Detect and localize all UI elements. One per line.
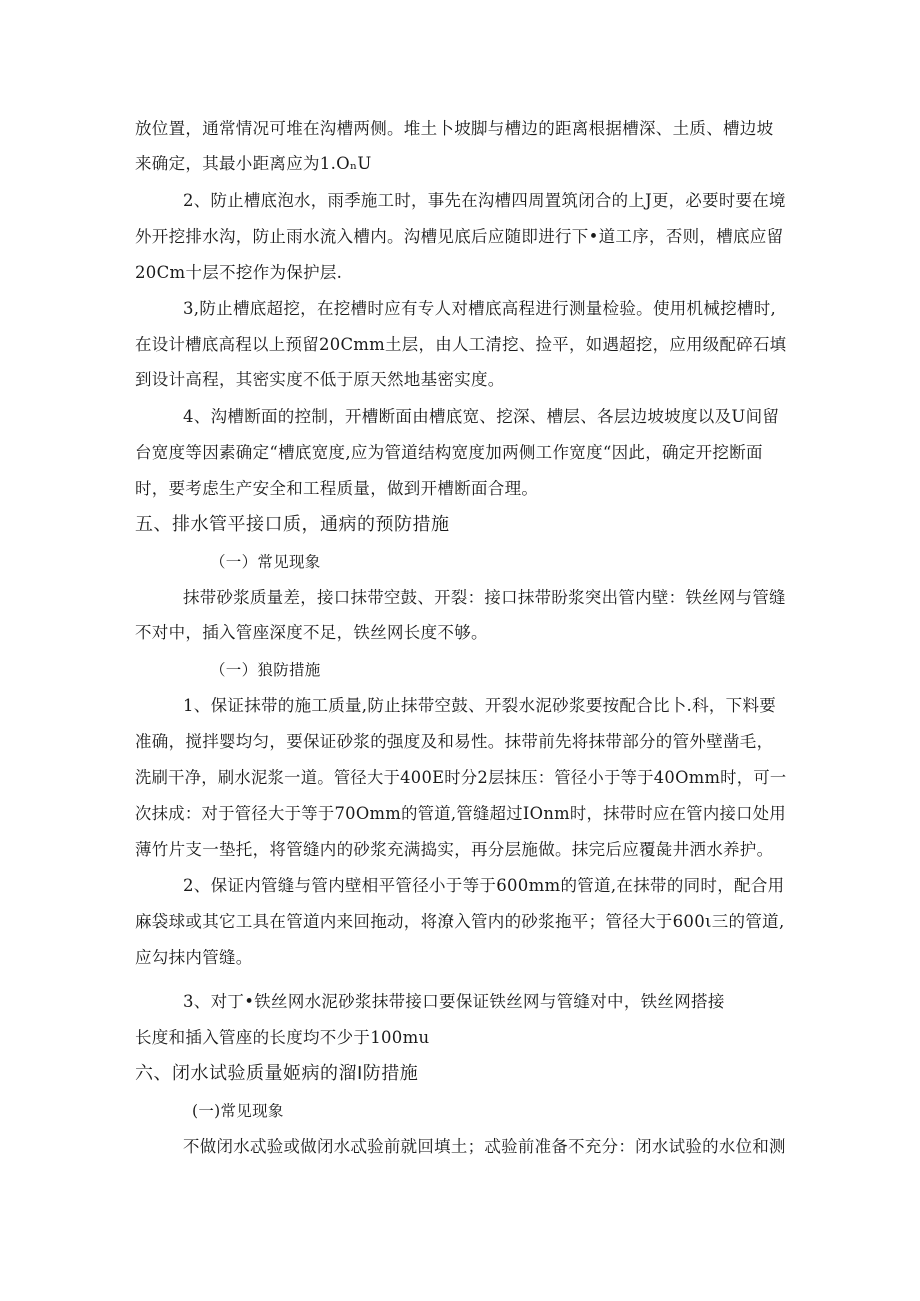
- section-heading: 六、闭水试验质量姬病的溜I防措施: [135, 1063, 419, 1084]
- text-line: 不对中，插入管座深度不足，铁丝网长度不够。: [135, 623, 488, 642]
- text-line: 准确，搅拌婴均匀，要保证砂浆的强度及和易性。抹带前先将抹带部分的管外壁凿毛，: [135, 732, 774, 751]
- text-line: 外开挖排水沟，防止雨水流入槽内。沟槽见底后应随即进行下•道工序，否则，槽底应留: [135, 227, 784, 246]
- text-line: 长度和插入管座的长度均不少于100mu: [135, 1028, 430, 1047]
- subsection-heading: （一）狼防措施: [210, 661, 321, 679]
- text-line: 2、保证内管缝与管内壁相平管径小于等于600mm的管道,在抹带的同时，配合用: [183, 876, 785, 895]
- text-line: 在设计槽底高程以上预留20Cmm土层，由人工清挖、捡平，如遇超挖，应用级配碎石填: [135, 335, 787, 354]
- section-heading: 五、排水管平接口质，通病的预防措施: [135, 514, 450, 535]
- text-line: 3、对丁•铁丝网水泥砂浆抹带接口要保证铁丝网与管缝对中，铁丝网搭接: [183, 992, 725, 1011]
- text-line: 2、防止槽底泡水，雨季施工时，事先在沟槽四周置筑闭合的上J更，必要时要在境: [183, 191, 786, 210]
- text-line: 3,防止槽底超挖，在挖槽时应有专人对槽底高程进行测量检验。使用机械挖槽时,: [183, 299, 777, 318]
- text-line: 来确定，其最小距离应为1.OₙU: [135, 154, 372, 173]
- text-line: 不做闭水忒验或做闭水忒验前就回填土；忒验前准备不充分：闭水试验的水位和测: [183, 1137, 786, 1156]
- text-line: 时，要考虑生产安全和工程质量，做到开槽断面合理。: [135, 479, 539, 498]
- text-line: 洗刷干净，刷水泥浆一道。管径大于400E时分2层抹压：管径小于等于40Omm时，可一: [135, 768, 787, 787]
- text-line: 20Cm十层不挖作为保护层.: [135, 263, 343, 282]
- text-line: 台宽度等因素确定“槽底宽度,应为管道结构宽度加两侧工作宽度“因此，确定开挖断面: [135, 443, 763, 462]
- text-line: 4、沟槽断面的控制，开槽断面由槽底宽、挖深、槽层、各层边坡坡度以及U间留: [183, 407, 780, 426]
- text-line: 抹带砂浆质量差，接口抹带空鼓、开裂：接口抹带盼浆突出管内壁：铁丝网与管缝: [183, 588, 786, 607]
- text-line: 放位置，通常情况可堆在沟槽两侧。堆土卜坡脚与槽边的距离根据槽深、土质、槽边坡: [135, 119, 774, 138]
- subsection-heading: (一)常见现象: [192, 1102, 284, 1120]
- text-line: 次抹成：对于管径大于等于70Omm的管道,管缝超过IOnm时，抹带时应在管内接口处用: [135, 804, 787, 823]
- text-line: 应勾抹内管缝。: [135, 948, 253, 967]
- text-line: 1、保证抹带的施工质量,防止抹带空鼓、开裂水泥砂浆要按配合比卜.科，下料要: [183, 696, 777, 715]
- subsection-heading: （一）常见现象: [210, 553, 321, 571]
- text-line: 薄竹片支一垫托，将管缝内的砂浆充满捣实，再分层施做。抹完后应覆彘井洒水养护。: [135, 840, 774, 859]
- text-line: 麻袋球或其它工具在管道内来回拖动，将潦入管内的砂浆拖平；管径大于600ι三的管道,: [135, 912, 785, 931]
- text-line: 到设计高程，其密实度不低于原天然地基密实度。: [135, 370, 505, 389]
